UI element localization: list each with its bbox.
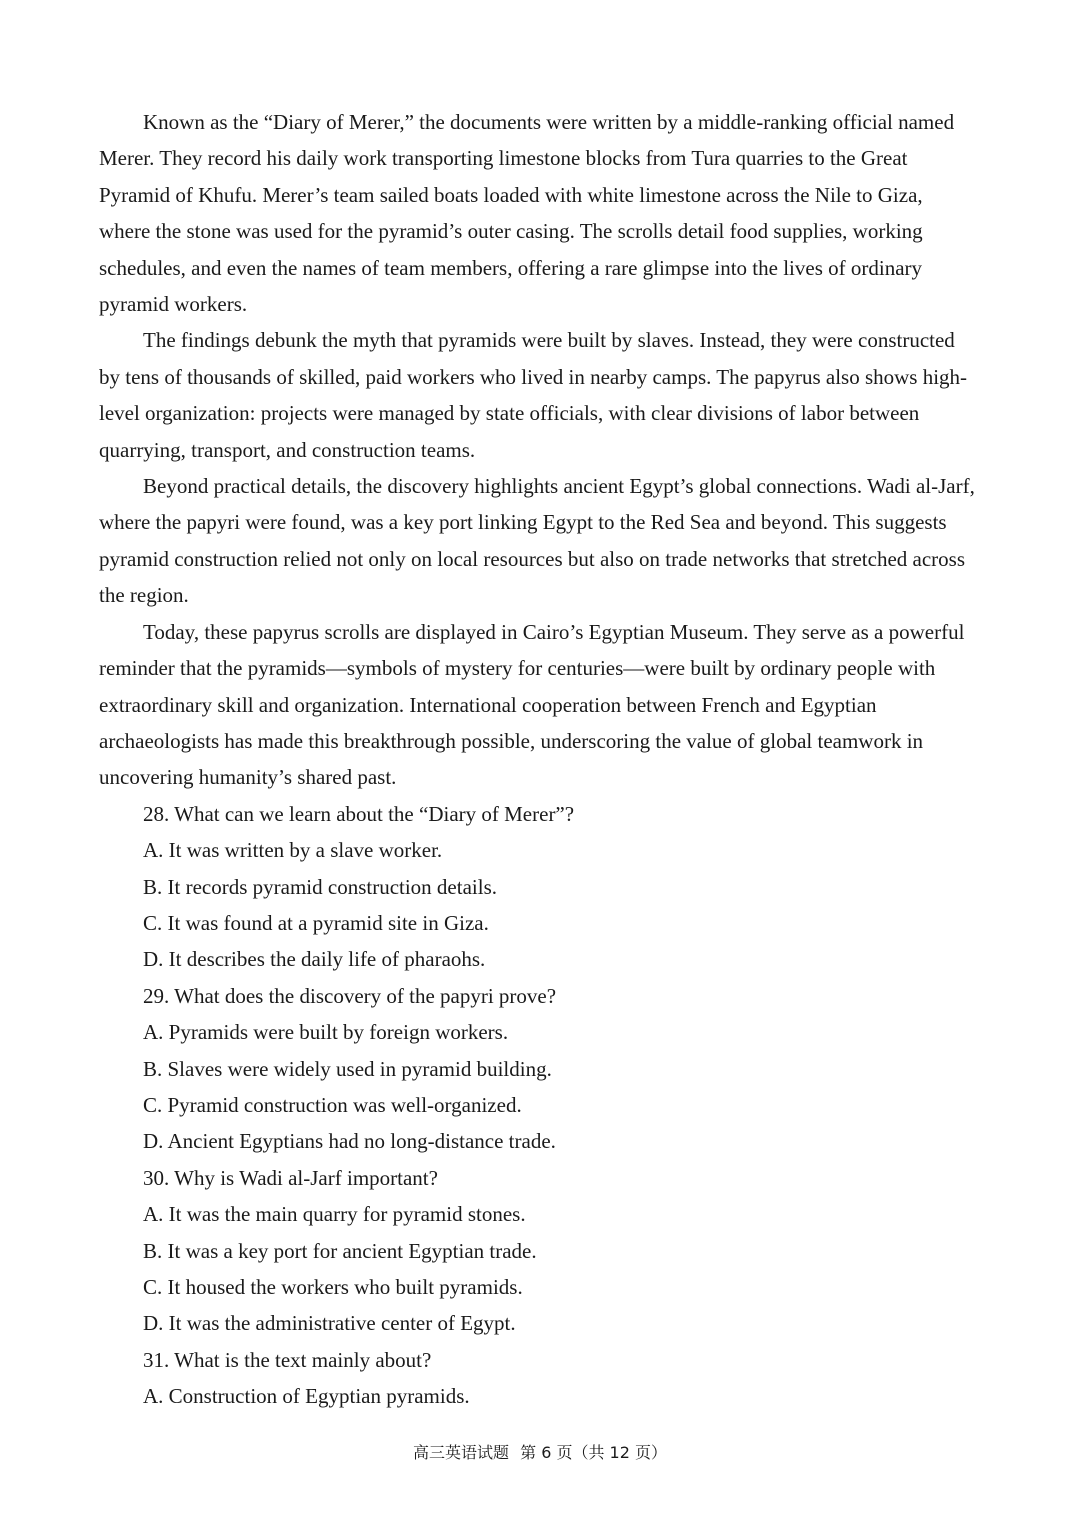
question-31 [99,1342,979,1415]
question-stem: 31. What is the text mainly about? [143,1347,432,1372]
answer-option: B. It was a key port for ancient Egyptian trade. [143,1238,537,1263]
answer-option: D. It was the administrative center of Egypt. [143,1311,516,1336]
answer-option: A. Pyramids were built by foreign workers. [143,1020,509,1045]
answer-option: C. It was found at a pyramid site in Giza. [143,910,489,935]
question-28 [99,796,979,978]
question-stem: 29. What does the discovery of the papyri prove? [143,983,557,1008]
answer-option: D. It describes the daily life of pharaohs. [143,947,486,972]
exam-title: 高三英语试题 [413,1443,510,1462]
question-stem: 28. What can we learn about the “Diary of Merer”? [143,801,575,826]
answer-option: A. It was the main quarry for pyramid stones. [143,1202,526,1227]
answer-option: D. Ancient Egyptians had no long-distance trade. [143,1129,556,1154]
question-stem: 30. Why is Wadi al-Jarf important? [143,1165,438,1190]
question-29 [99,978,979,1160]
page-footer [0,1440,1080,1463]
passage-paragraph-4: Today, these papyrus scrolls are displayed in Cairo’s Egyptian Museum. They serve as a powerful reminder that the pyramids—symbols of mystery for centuries—were built by ordinary people with extraordinary skill and organization. International cooperation between French and Egyptian archaeologists has made this breakthrough possible, underscoring the value of global teamwork in uncovering humanity’s shared past. [99,619,965,790]
answer-option: A. Construction of Egyptian pyramids. [143,1384,470,1409]
answer-option: C. Pyramid construction was well-organized. [143,1092,522,1117]
reading-passage [99,104,979,1415]
answer-option: B. It records pyramid construction details. [143,874,497,899]
passage-paragraph-1: Known as the “Diary of Merer,” the documents were written by a middle-ranking official named Merer. They record his daily work transporting limestone blocks from Tura quarries to the Great Pyramid of Khufu. Merer’s team sailed boats loaded with white limestone across the Nile to Giza, where the stone was used for the pyramid’s outer casing. The scrolls detail food supplies, working schedules, and even the names of team members, offering a rare glimpse into the lives of ordinary pyramid workers. [99,110,955,317]
answer-option: C. It housed the workers who built pyramids. [143,1275,523,1299]
answer-option: B. Slaves were widely used in pyramid building. [143,1056,552,1081]
page-number: 第 6 页（共 12 页） [520,1443,667,1462]
passage-paragraph-2: The findings debunk the myth that pyramids were built by slaves. Instead, they were constructed by tens of thousands of skilled, paid workers who lived in nearby camps. The papyrus also shows high-level organization: projects were managed by state officials, with clear divisions of labor between quarrying, transport, and construction teams. [99,328,968,462]
passage-paragraph-3: Beyond practical details, the discovery highlights ancient Egypt’s global connections. Wadi al-Jarf, where the papyri were found, was a key port linking Egypt to the Red Sea and beyond. This suggests pyramid construction relied not only on local resources but also on trade networks that stretched across the region. [99,474,975,608]
answer-option: A. It was written by a slave worker. [143,838,443,863]
question-30 [99,1160,979,1342]
